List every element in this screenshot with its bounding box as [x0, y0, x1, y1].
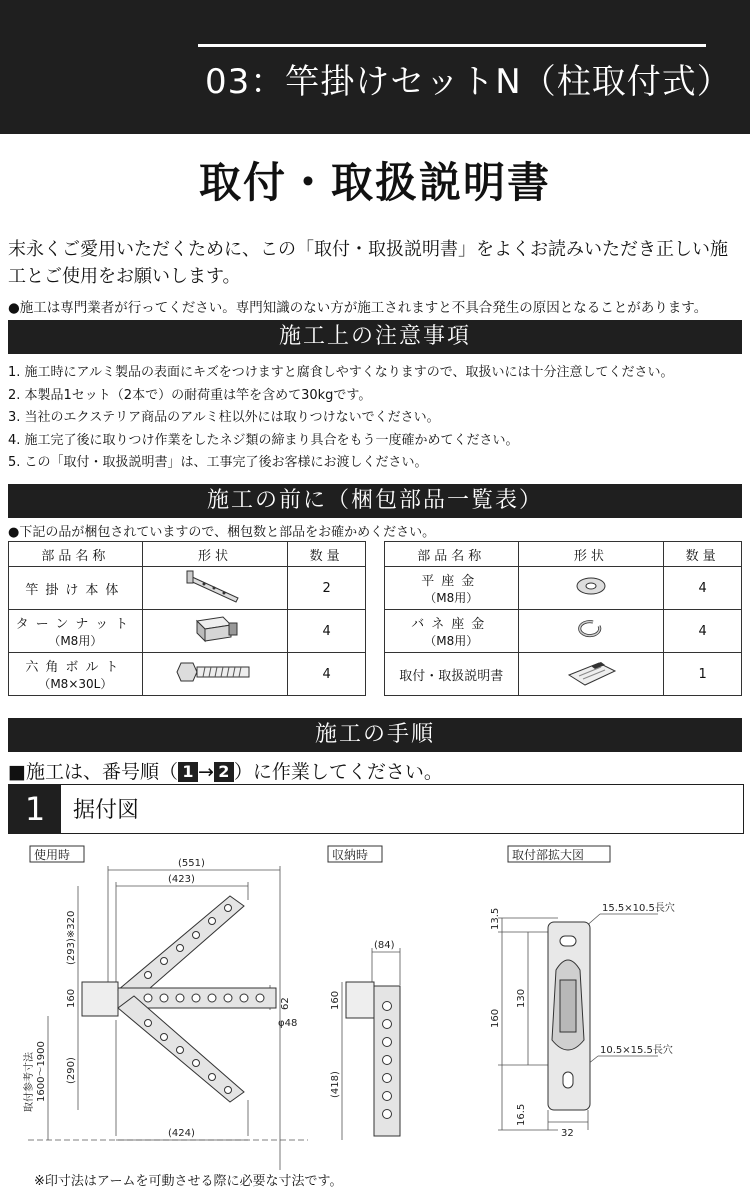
view-in-use-label: 使用時: [34, 848, 71, 862]
dim-423: (423): [168, 874, 195, 885]
view-stored-label: 収納時: [332, 848, 369, 862]
caution-item: 2. 本製品1セット（2本で）の耐荷重は竿を含めて30kgです。: [8, 387, 372, 403]
document-title: 取付・取扱説明書: [198, 158, 551, 207]
header-band: [0, 0, 750, 134]
step1-header: [8, 784, 744, 834]
parts-table-right: [384, 541, 742, 696]
product-title: 03：竿掛けセットN（柱取付式）: [205, 62, 732, 102]
caution-item: 1. 施工時にアルミ製品の表面にキズをつけますと腐食しやすくなりますので、取扱いには十分注意してください。: [8, 365, 674, 380]
step-number-badge: 1: [178, 762, 198, 782]
table-row: [9, 610, 366, 653]
parts-table-left: [8, 541, 366, 696]
part-name: 取付・取扱説明書: [385, 653, 519, 696]
intro-text: 末永くご愛用いただくために、この「取付・取扱説明書」をよくお読みいただき正しい施工とご使用をお願いします。: [8, 239, 728, 287]
manual-icon: [518, 653, 664, 696]
ref-height-range: 1600～1900: [36, 1041, 47, 1102]
dim-551: (551): [178, 858, 205, 869]
table-row: [9, 567, 366, 610]
detail-view: [498, 914, 658, 1130]
dim-62: 62: [280, 997, 291, 1010]
step-number-badge: 2: [214, 762, 234, 782]
table-row: [385, 653, 742, 696]
col-name-header: 部品名称: [385, 542, 519, 567]
table-row: [385, 610, 742, 653]
part-name: バネ座金 （M8用）: [385, 610, 519, 653]
dim-424: (424): [168, 1128, 195, 1139]
step1-title: 据付図: [73, 798, 140, 823]
dim-13-5: 13.5: [490, 907, 501, 930]
part-qty: 2: [288, 567, 366, 610]
dim-130: 130: [516, 988, 527, 1008]
packing-heading: 施工の前に（梱包部品一覧表）: [8, 484, 742, 518]
professional-install-warning: ●施工は専門業者が行ってください。専門知識のない方が施工されますと不具合発生の原因となることがあります。: [8, 300, 708, 316]
dim-160: 160: [66, 988, 77, 1008]
part-qty: 4: [288, 653, 366, 696]
step1-number: 1: [9, 785, 61, 833]
part-name: 平座金 （M8用）: [385, 567, 519, 610]
spring-washer-icon: [518, 610, 664, 653]
ref-height-label: 取付参考寸法: [24, 1052, 35, 1112]
part-qty: 4: [664, 567, 742, 610]
flat-washer-icon: [518, 567, 664, 610]
part-name: 竿掛け本体: [9, 567, 143, 610]
caution-item: 3. 当社のエクステリア商品のアルミ柱以外には取りつけないでください。: [8, 410, 440, 425]
col-qty-header: 数量: [288, 542, 366, 567]
col-qty-header: 数量: [664, 542, 742, 567]
dim-160-detail: 160: [490, 1008, 501, 1028]
hole-top-label: 15.5×10.5長穴: [602, 903, 675, 914]
packing-note: ●下記の品が梱包されていますので、梱包数と部品をお確かめください。: [8, 525, 436, 540]
table-row: [9, 653, 366, 696]
procedure-heading: 施工の手順: [8, 718, 742, 752]
dim-418: (418): [330, 1071, 341, 1098]
table-row: [385, 567, 742, 610]
installation-drawing: [8, 840, 742, 1170]
rod-hanger-icon: [142, 567, 288, 610]
caution-item: 4. 施工完了後に取りつけ作業をしたネジ類の締まり具合をもう一度確かめてください。: [8, 432, 519, 448]
part-name: ターンナット （M8用）: [9, 610, 143, 653]
cautions-heading: 施工上の注意事項: [8, 320, 742, 354]
dim-84: (84): [374, 940, 395, 951]
view-detail-label: 取付部拡大図: [512, 848, 585, 862]
dim-293: (293)※320: [66, 910, 77, 965]
stored-view: [342, 948, 400, 1140]
part-qty: 4: [664, 610, 742, 653]
hole-bottom-label: 10.5×15.5長穴: [600, 1045, 673, 1056]
header-rule: [198, 44, 706, 47]
caution-item: 5. この「取付・取扱説明書」は、工事完了後お客様にお渡しください。: [8, 455, 428, 470]
col-shape-header: 形状: [142, 542, 288, 567]
part-qty: 1: [664, 653, 742, 696]
col-shape-header: 形状: [518, 542, 664, 567]
part-name: 六角ボルト （M8×30L）: [9, 653, 143, 696]
dim-phi48: φ48: [278, 1018, 298, 1029]
dim-290: (290): [66, 1057, 77, 1084]
dim-16-5: 16.5: [516, 1103, 527, 1126]
dim-32: 32: [561, 1128, 574, 1139]
col-name-header: 部品名称: [9, 542, 143, 567]
dimension-footnote: ※印寸法はアームを可動させる際に必要な寸法です。: [34, 1174, 343, 1189]
turn-nut-icon: [142, 610, 288, 653]
cautions-list: [8, 362, 748, 475]
part-qty: 4: [288, 610, 366, 653]
dim-160-stored: 160: [330, 990, 341, 1010]
procedure-order: ■施工は、番号順（ 1 → 2 ）に作業してください。: [8, 761, 443, 783]
hex-bolt-icon: [142, 653, 288, 696]
